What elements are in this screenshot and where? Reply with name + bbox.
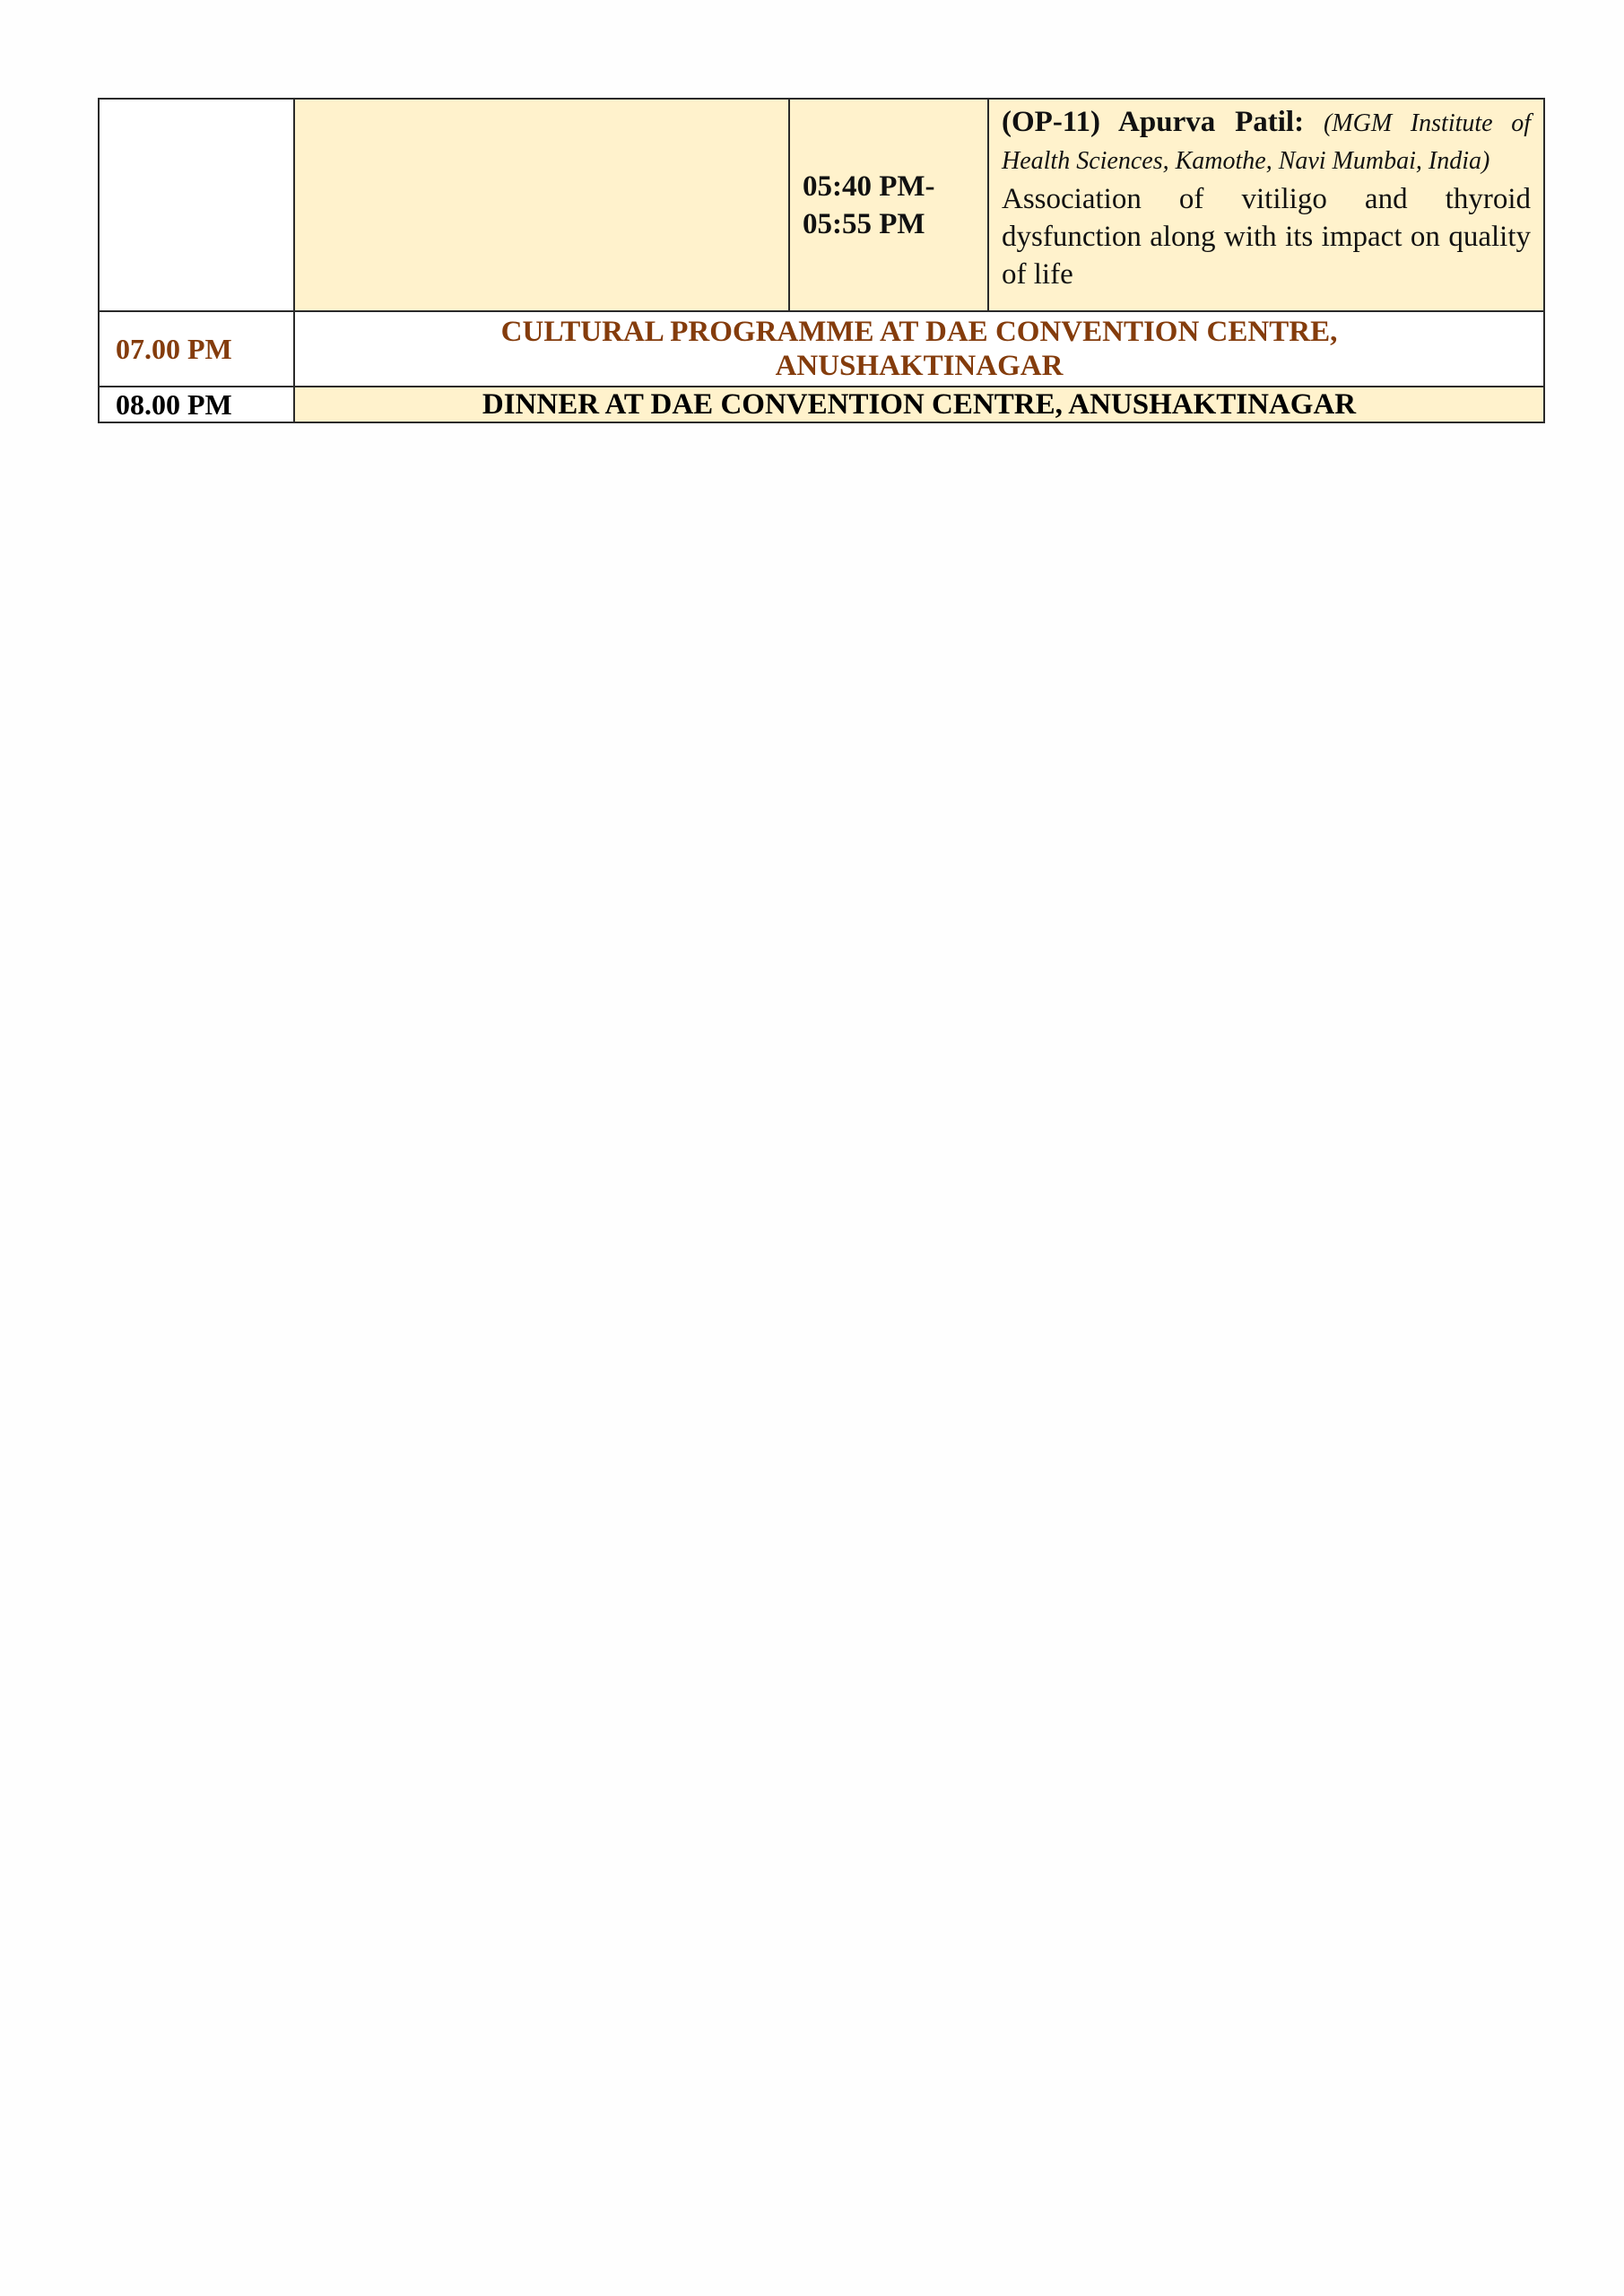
talk-time-end: 05:55 PM — [803, 207, 925, 240]
empty-day-cell — [99, 99, 294, 311]
cultural-time: 07.00 PM — [99, 311, 294, 387]
dinner-row — [99, 387, 1544, 422]
schedule-table — [98, 98, 1545, 423]
empty-session-cell — [294, 99, 789, 311]
cultural-row — [99, 311, 1544, 387]
talk-affiliation: (MGM Institute of Health Sciences, Kamothe, Navi Mumbai, India) — [1002, 109, 1531, 175]
talk-speaker: (OP-11) Apurva Patil: — [1002, 106, 1305, 138]
cultural-label-line2: ANUSHAKTINAGAR — [775, 350, 1064, 382]
talk-time-start: 05:40 PM- — [803, 170, 935, 203]
cultural-label-line1: CULTURAL PROGRAMME AT DAE CONVENTION CENTRE, — [500, 316, 1338, 348]
dinner-label: DINNER AT DAE CONVENTION CENTRE, ANUSHAKTINAGAR — [294, 387, 1544, 422]
talk-header — [1002, 103, 1531, 178]
talk-details-cell — [988, 99, 1544, 311]
talk-row — [99, 99, 1544, 311]
dinner-time: 08.00 PM — [99, 387, 294, 422]
talk-time-cell — [789, 99, 988, 311]
talk-title: Association of vitiligo and thyroid dysfunction along with its impact on quality of life — [1002, 183, 1531, 291]
cultural-label-cell — [294, 311, 1544, 387]
